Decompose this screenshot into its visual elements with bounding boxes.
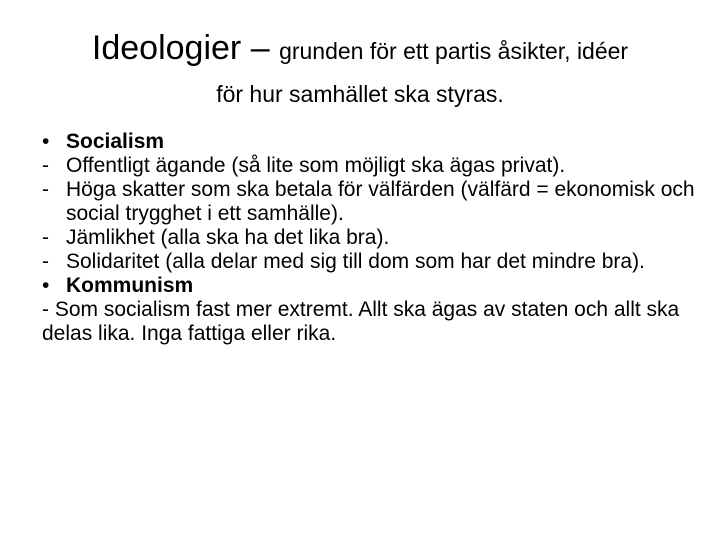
list-item <box>42 154 702 178</box>
item-heading: Socialism <box>66 130 165 153</box>
dash-marker: - <box>42 226 49 249</box>
title-main: Ideologier <box>91 29 242 67</box>
item-heading: Kommunism <box>66 274 194 297</box>
list-item <box>42 178 702 226</box>
title-line2: för hur samhället ska styras. <box>216 81 504 107</box>
bullet-marker: • <box>42 274 50 297</box>
paragraph-text: - Som socialism fast mer extremt. Allt ska ägas av staten och allt ska delas lika. Inga fattiga eller rika. <box>42 298 680 345</box>
item-text: Solidaritet (alla delar med sig till dom som har det mindre bra). <box>66 250 645 273</box>
list-item <box>42 226 702 250</box>
title-dash: – <box>241 29 280 67</box>
title-rest: grunden för ett partis åsikter, idéer <box>279 38 629 64</box>
item-text: Offentligt ägande (så lite som möjligt ska ägas privat). <box>66 154 566 177</box>
dash-marker: - <box>42 178 49 201</box>
dash-marker: - <box>42 154 49 177</box>
item-text: Höga skatter som ska betala för välfärden (välfärd = ekonomisk och social trygghet i ett samhälle). <box>66 178 695 225</box>
list-item <box>42 250 702 274</box>
list-item-socialism <box>42 130 702 154</box>
bullet-marker: • <box>42 130 50 153</box>
dash-marker: - <box>42 250 49 273</box>
content-body <box>42 130 702 346</box>
item-text: Jämlikhet (alla ska ha det lika bra). <box>66 226 390 249</box>
list-item-kommunism <box>42 274 702 298</box>
slide-title <box>0 30 720 67</box>
